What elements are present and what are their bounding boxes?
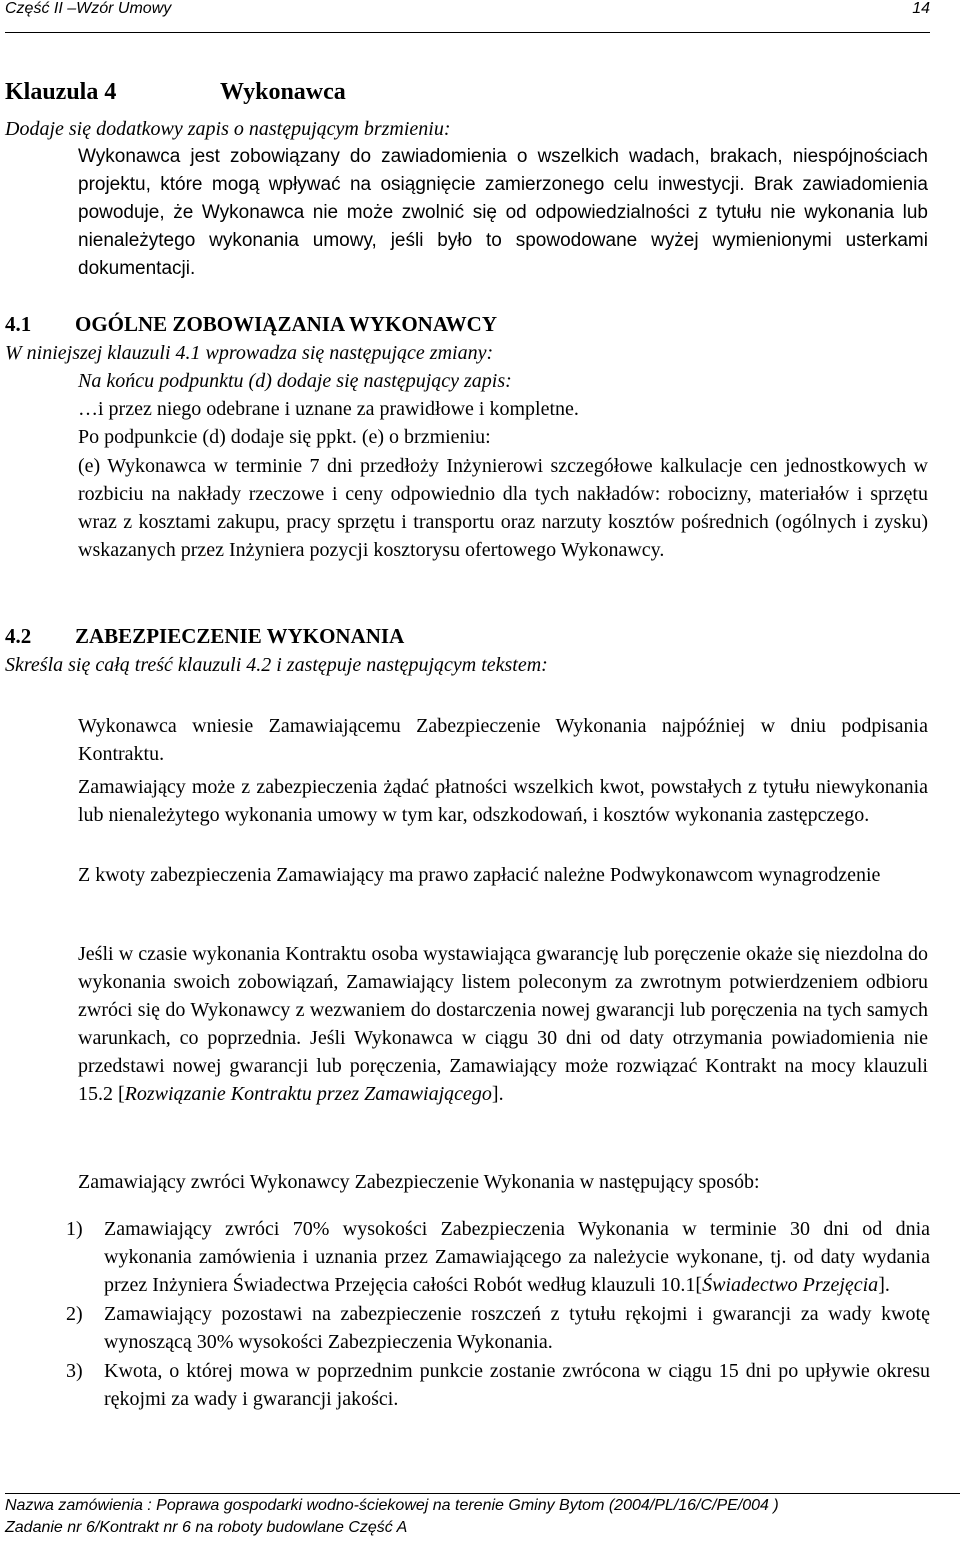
section-41-heading: [5, 310, 497, 338]
section-42-p4-text: Jeśli w czasie wykonania Kontraktu osoba wystawiająca gwarancję lub poręczenie okaże się niezdolna do wykonania swoich zobowiązań, Zamawiający listem poleconym za zwrotnym potwierdzeniem odbioru zwróci się do Wykonawcy z wezwaniem do dostarczenia nowej gwarancji lub poręczenia na tych samych warunkach, co poprzednia. Jeśli Wykonawca w ciągu 30 dni od daty otrzymania powiadomienia nie przedstawi nowej gwarancji lub poręczenia, Zamawiający może rozwiązać Kontrakt na mocy klauzuli 15.2 [: [78, 943, 928, 1105]
section-41-line2: Po podpunkcie (d) dodaje się ppkt. (e) o brzmieniu:: [78, 426, 491, 448]
section-41-title: OGÓLNE ZOBOWIĄZANIA WYKONAWCY: [75, 312, 498, 336]
section-42-p4-italic: Rozwiązanie Kontraktu przez Zamawiającego: [124, 1083, 492, 1105]
page-footer: [5, 1493, 960, 1539]
clause-heading: [5, 76, 346, 108]
section-42-p4-end: ].: [491, 1083, 504, 1105]
list-marker: 1): [66, 1218, 83, 1240]
section-42-p4: [78, 940, 928, 1108]
list-item-text: Zamawiający pozostawi na zabezpieczenie roszczeń z tytułu rękojmi i gwarancji za wady kwotę wynoszącą 30% wysokości Zabezpieczenia Wykonania.: [104, 1303, 930, 1353]
return-list: [66, 1215, 930, 1413]
list-item: [66, 1300, 930, 1356]
list-item-text: Zamawiający zwróci 70% wysokości Zabezpieczenia Wykonania w terminie 30 dni od dnia wykonania zamówienia i uznania przez Zamawiającego za należycie wykonane, tj. od daty wydania przez Inżyniera Świadectwa Przejęcia całości Robót według klauzuli 10.1[: [104, 1218, 930, 1296]
section-41-number: 4.1: [5, 312, 32, 336]
page-header: [5, 0, 930, 33]
clause-label: Klauzula 4: [5, 79, 117, 105]
list-item-text: Kwota, o której mowa w poprzednim punkcie zostanie zwrócona w ciągu 15 dni po upływie okresu rękojmi za wady i gwarancji jakości.: [104, 1360, 930, 1410]
list-item: [66, 1215, 930, 1299]
section-41-intro: W niniejszej klauzuli 4.1 wprowadza się następujące zmiany:: [5, 342, 494, 364]
section-41-subintro: Na końcu podpunktu (d) dodaje się następujący zapis:: [78, 370, 512, 392]
list-marker: 2): [66, 1303, 83, 1325]
section-42-p1: Wykonawca wniesie Zamawiającemu Zabezpieczenie Wykonania najpóźniej w dniu podpisania Kontraktu.: [78, 715, 928, 765]
section-42-intro: Skreśla się całą treść klauzuli 4.2 i zastępuje następującym tekstem:: [5, 654, 548, 676]
list-item-italic: Świadectwo Przejęcia: [702, 1274, 879, 1296]
clause-intro: Dodaje się dodatkowy zapis o następującym brzmieniu:: [5, 118, 451, 140]
section-42-p5: Zamawiający zwróci Wykonawcy Zabezpieczenie Wykonania w następujący sposób:: [78, 1171, 760, 1193]
section-41-paragraph-e: (e) Wykonawca w terminie 7 dni przedłoży Inżynierowi szczegółowe kalkulacje cen jednostkowych w rozbiciu na nakłady rzeczowe i ceny odpowiednio dla tych nakładów: robocizny, materiałów i sprzętu wraz z kosztami zakupu, pracy sprzętu i transportu oraz narzuty kosztów pośrednich (ogólnych i zysku) wskazanych przez Inżyniera pozycji kosztorysu ofertowego Wykonawcy.: [78, 455, 928, 561]
list-marker: 3): [66, 1360, 83, 1382]
section-42-p2: Zamawiający może z zabezpieczenia żądać płatności wszelkich kwot, powstałych z tytułu niewykonania lub nienależytego wykonania umowy w tym kar, odszkodowań, i kosztów wykonania zastępczego.: [78, 776, 928, 826]
clause-title: Wykonawca: [220, 79, 346, 105]
page-number: 14: [912, 0, 930, 17]
footer-task: Zadanie nr 6/Kontrakt nr 6 na roboty budowlane Część A: [5, 1519, 408, 1536]
list-item-end: ].: [878, 1274, 890, 1296]
clause-text: Wykonawca jest zobowiązany do zawiadomienia o wszelkich wadach, brakach, niespójnościach projektu, które mogą wpływać na osiągnięcie zamierzonego celu inwestycji. Brak zawiadomienia powoduje, że Wykonawca nie może zwolnić się od odpowiedzialności z tytułu nie wykonania lub nienależytego wykonania umowy, jeśli było to spowodowane wyżej wymienionymi usterkami dokumentacji.: [78, 146, 928, 279]
footer-contract-name: Nazwa zamówienia : Poprawa gospodarki wodno-ściekowej na terenie Gminy Bytom (2004/PL/16/C/PE/004 ): [5, 1497, 779, 1514]
section-42-heading: [5, 622, 404, 650]
header-title: Część II –Wzór Umowy: [5, 0, 172, 17]
list-item: [66, 1357, 930, 1413]
section-42-number: 4.2: [5, 624, 32, 648]
section-42-p3: Z kwoty zabezpieczenia Zamawiający ma prawo zapłacić należne Podwykonawcom wynagrodzenie: [78, 864, 881, 886]
section-41-line1: …i przez niego odebrane i uznane za prawidłowe i kompletne.: [78, 398, 579, 420]
section-42-title: ZABEZPIECZENIE WYKONANIA: [75, 624, 405, 648]
